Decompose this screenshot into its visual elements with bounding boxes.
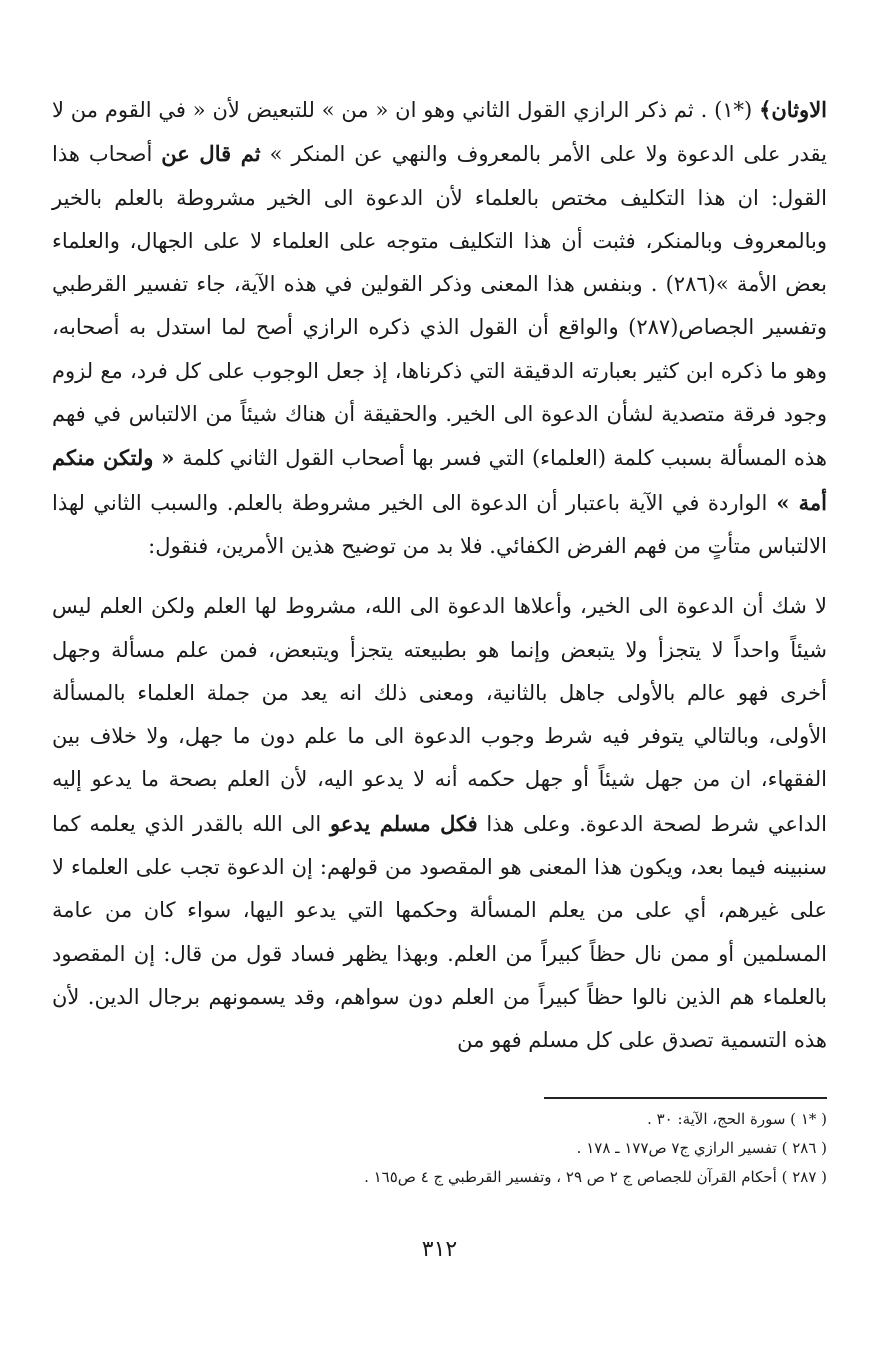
main-text (52, 88, 827, 1063)
paragraph-2 (52, 585, 827, 1062)
segment: (*١) . ثم ذكر الرازي القول الثاني وهو ان « من » للتبعيض لأن « في القوم من لا يقدر على الدعوة ولا على الأمر بالمعروف والنهي عن المنكر » (52, 98, 828, 167)
footnote-287: ( ٢٨٧ ) أحكام القرآن للجصاص ج ٢ ص ٢٩ ، وتفسير القرطبي ج ٤ ص١٦٥ . (364, 1168, 827, 1186)
segment: الواردة في الآية باعتبار أن الدعوة الى الخير مشروطة بالعلم. والسبب الثاني لهذا الالتباس متأتٍ من فهم الفرض الكفائي. فلا بد من توضيح هذين الأمرين، فنقول: (52, 490, 827, 558)
segment: لا شك أن الدعوة الى الخير، وأعلاها الدعوة الى الله، مشروط لها العلم ولكن العلم ليس شيئاً واحداً لا يتجزأ ولا يتبعض وإنما هو بطبيعته يتجزأ ويتبعض، فمن علم مسألة وجهل أخرى فهو عالم بالأولى جاهل بالثانية، ومعنى ذلك انه يعد من جملة العلماء بالمسألة الأولى، وبالتالي يتوفر فيه شرط وجوب الدعوة الى ما علم دون ما جهل، ولا خلاف بين الفقهاء، ان من جهل شيئاً أو جهل حكمه أنه لا يدعو اليه، لأن العلم بصحة ما يدعو إليه الداعي شرط لصحة الدعوة. وعلى هذا (52, 594, 828, 836)
segment: فكل مسلم يدعو (330, 810, 478, 836)
footnote-1: ( *١ ) سورة الحج، الآية: ٣٠ . (647, 1110, 827, 1128)
segment: الاوثان﴾ (759, 97, 827, 122)
footnote-divider (544, 1097, 827, 1099)
segment: « ولتكن منكم أمة » (52, 445, 827, 515)
segment: الى الله بالقدر الذي يعلمه كما سنبينه فيما بعد، ويكون هذا المعنى هو المقصود من قولهم: إن الدعوة تجب على العلماء لا على غيرهم، أي على من يعلم المسألة وحكمها التي يدعو اليها، سواء كان من عامة المسلمين أو ممن نال حظاً كبيراً من العلم. وبهذا يظهر فساد قول من قال: إن المقصود بالعلماء هم الذين نالوا حظاً كبيراً من العلم دون سواهم، وقد يسمونهم برجال الدين. لأن هذه التسمية تصدق على كل مسلم فهو من (52, 811, 827, 1053)
segment: ثم قال عن (161, 141, 261, 167)
footnotes (52, 1097, 827, 1192)
segment: أصحاب هذا القول: ان هذا التكليف مختص بالعلماء لأن الدعوة الى الخير مشروطة بالعلم بالخير وبالمعروف وبالمنكر، فثبت أن هذا التكليف متوجه على العلماء لا على الجهال، والعلماء بعض الأمة »(٢٨٦) . وبنفس هذا المعنى وذكر القولين في هذه الآية، جاء تفسير القرطبي وتفسير الجصاص(٢٨٧) والواقع أن القول الذي ذكره الرازي أصح لما استدل به أصحابه، وهو ما ذكره ابن كثير بعبارته الدقيقة التي ذكرناها، إذ جعل الوجوب على كل فرد، مع لزوم وجود فرقة متصدية لشأن الدعوة الى الخير. والحقيقة أن هناك شيئاً من الالتباس في فهم هذه المسألة بسبب كلمة (العلماء) التي فسر بها أصحاب القول الثاني كلمة (52, 142, 827, 471)
footnote-286: ( ٢٨٦ ) تفسير الرازي ج٧ ص١٧٧ ـ ١٧٨ . (576, 1139, 827, 1157)
paragraph-1 (52, 88, 827, 568)
page-number: ٣١٢ (421, 1237, 458, 1262)
